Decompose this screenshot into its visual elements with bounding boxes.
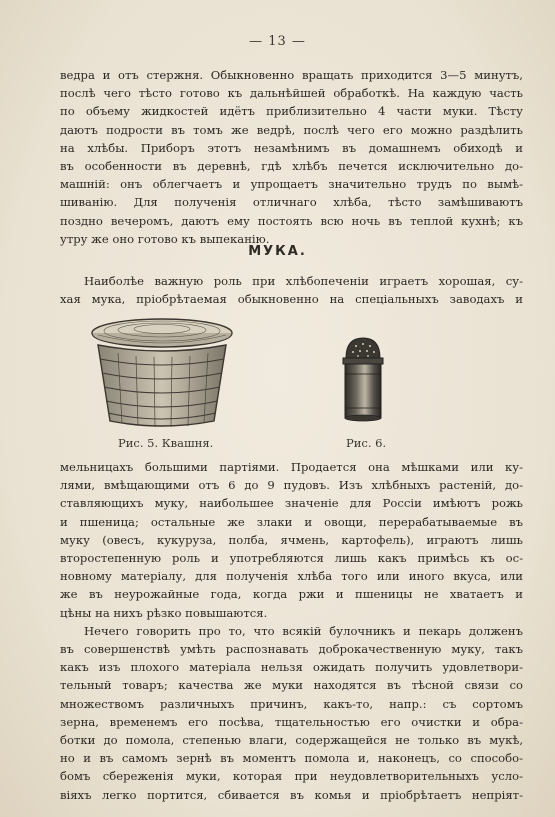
main-text xyxy=(60,458,523,804)
intro-paragraph xyxy=(60,272,523,308)
text-line: въ совершенствѣ умѣть распознавать доброкачественную муку, такъ xyxy=(60,642,523,657)
text-line: зерна, временемъ его посѣва, тщательностью его очистки и обра- xyxy=(60,714,523,729)
text-line: послѣ чего тѣсто готово къ дальнѣйшей обработкѣ. На каждую часть xyxy=(60,86,523,101)
text-line: Нечего говорить про то, что всякій булочникъ и пекарь долженъ xyxy=(84,623,523,638)
text-line: второстепенную роль и употребляются лишь какъ примѣсь къ ос- xyxy=(60,551,523,566)
text-line: поздно вечеромъ, даютъ ему постоять всю ночь въ теплой кухнѣ; къ xyxy=(60,213,523,228)
text-line: шиванію. Для полученія отличнаго хлѣба, тѣсто замѣшиваютъ xyxy=(60,195,523,210)
page-number: — 13 — xyxy=(249,34,306,49)
text-line: цѣны на нихъ рѣзко повышаются. xyxy=(60,605,268,620)
top-paragraph xyxy=(60,66,523,248)
figure-5-caption: Рис. 5. Квашня. xyxy=(118,436,214,450)
text-line: и пшеница; остальные же злаки и овощи, перерабатываемые въ xyxy=(60,514,523,529)
text-line: по объему жидкостей идётъ приблизительно 4 части муки. Тѣсту xyxy=(60,104,523,119)
text-line: множествомъ различныхъ причинъ, какъ-то, напр.: съ сортомъ xyxy=(60,696,523,711)
text-line: ведра и отъ стержня. Обыкновенно вращать приходится 3—5 минутъ, xyxy=(60,68,523,82)
text-line: на хлѣбы. Приборъ этотъ незамѣнимъ въ домашнемъ обиходѣ и xyxy=(60,140,523,155)
figure-6-caption: Рис. 6. xyxy=(346,436,387,450)
text-line: Наиболѣе важную роль при хлѣбопеченіи играетъ хорошая, су- xyxy=(84,274,523,288)
text-line: тельный товаръ; качества же муки находятся въ тѣсной связи со xyxy=(60,678,523,693)
text-line: даютъ подрости въ томъ же ведрѣ, послѣ чего его можно раздѣлить xyxy=(60,122,523,137)
text-line: утру же оно готово къ выпеканію. xyxy=(60,231,270,246)
text-line: віяхъ легко портится, сбивается въ комья и пріобрѣтаетъ непріят- xyxy=(60,787,523,802)
kneading-trough-illustration xyxy=(88,313,236,431)
text-line: муку (овесъ, кукуруза, полба, ячмень, картофель), играютъ лишь xyxy=(60,532,523,547)
text-line: какъ изъ плохого матеріала нельзя ожидать получить удовлетвори- xyxy=(60,660,523,675)
text-line: ставляющихъ муку, наибольшее значеніе для Россіи имѣютъ рожь xyxy=(60,496,523,511)
canister-illustration xyxy=(338,334,388,424)
text-line: машній: онъ облегчаетъ и упрощаетъ значительно трудъ по вымѣ- xyxy=(60,177,523,192)
text-line: бомъ сбереженія муки, которая при неудовлетворительныхъ усло- xyxy=(60,769,523,784)
text-line: хая мука, пріобрѣтаемая обыкновенно на спеціальныхъ заводахъ и xyxy=(60,292,523,307)
section-heading: МУКА. xyxy=(248,244,307,259)
text-line: лями, вмѣщающими отъ 6 до 9 пудовъ. Изъ хлѣбныхъ растеній, до- xyxy=(60,478,523,493)
text-line: въ особенности въ деревнѣ, гдѣ хлѣбъ печется исключительно до- xyxy=(60,159,523,174)
text-line: но и въ самомъ зернѣ въ моментъ помола и, наконецъ, со способо- xyxy=(60,751,523,766)
text-line: новному матеріалу, для полученія хлѣба того или иного вкуса, или xyxy=(60,569,523,584)
text-line: ботки до помола, степенью влаги, содержащейся не только въ мукѣ, xyxy=(60,733,523,748)
text-line: мельницахъ большими партіями. Продается она мѣшками или ку- xyxy=(60,460,523,474)
text-line: же въ неурожайные года, когда ржи и пшеницы не хватаетъ и xyxy=(60,587,523,602)
